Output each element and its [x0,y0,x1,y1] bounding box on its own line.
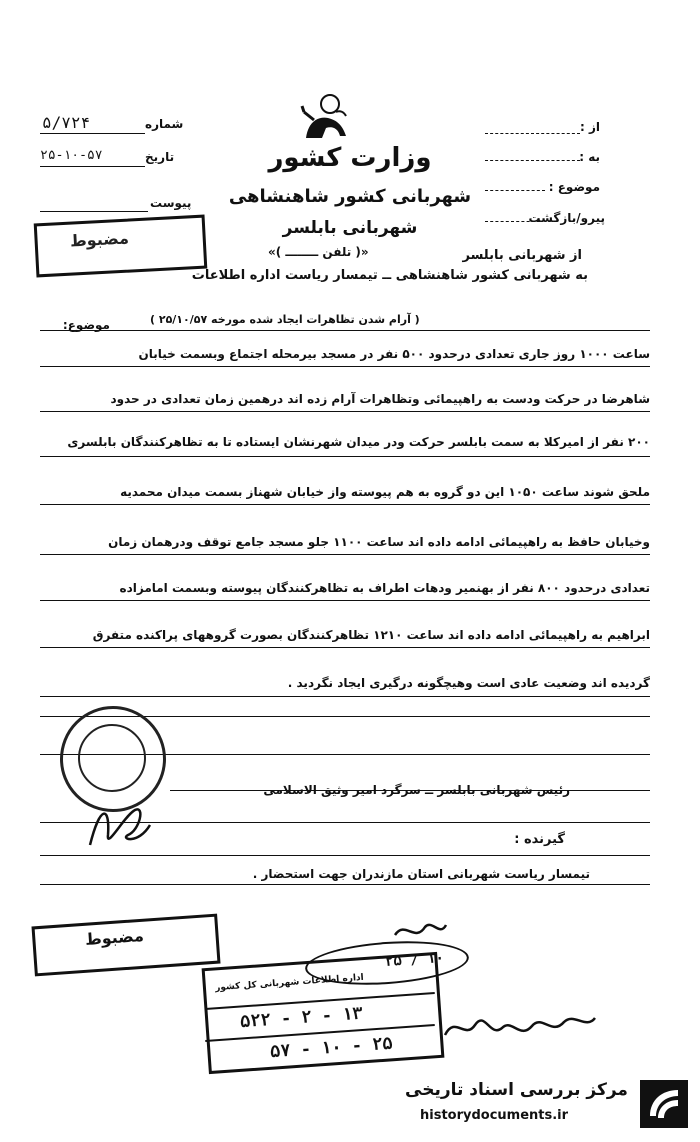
lion-sun-emblem-icon [296,92,356,144]
archive-stamp-text: مضبوط [69,228,130,251]
number-label: شماره [145,117,184,131]
sub-department-title: شهربانی بابلسر [282,218,418,238]
date-underline [40,166,145,167]
registration-stamp-caption: اداره اطلاعات شهربانی کل کشور [214,972,365,994]
signature-scribble-icon [80,795,160,855]
body-line: ابراهیم به راهپیمائی ادامه داده اند ساعت ۱۲۱۰ تظاهرکنندگان بصورت گروههای پراکنده متفرق [92,628,650,642]
number-value: ۵/۷۲۴ [42,113,91,132]
received-stamp-date: ۲۵ / ۱۰ [384,949,445,971]
ruled-line [40,696,650,697]
reference-line [485,221,540,222]
body-line: ساعت ۱۰۰۰ روز جاری تعدادی درحدود ۵۰۰ نفر در مسجد بیرمحله اجتماع وبسمت خیابان [138,347,650,361]
to-line [485,160,580,161]
registration-date: ۵۷ - ۱۰ - ۲۵ [269,1033,394,1063]
ministry-title: وزارت کشور [268,143,432,173]
ruled-line [40,504,650,505]
ruled-line [40,600,650,601]
recipient-line: به شهربانی کشور شاهنشاهی ــ تیمسار ریاست اداره اطلاعات [191,268,588,283]
attachment-label: پیوست [150,196,192,210]
number-underline [40,133,145,134]
official-seal-inner [78,724,146,792]
body-line: ۲۰۰ نفر از امیرکلا به سمت بابلسر حرکت ودر میدان شهرنشان ایستاده تا به تظاهرکنندگان بابلسری [67,435,650,449]
ruled-line [40,884,650,885]
body-line: وخیابان حافظ به راهپیمائی ادامه داده اند ساعت ۱۱۰۰ جلو مسجد جامع توقف ودرهمان زمان [108,535,650,549]
archive-center-title: مرکز بررسی اسناد تاریخی [405,1080,628,1100]
reference-label: پیرو/بازگشت [528,211,605,225]
from-label: از : [580,120,600,134]
sender-line: از شهربانی بابلسر [462,248,582,263]
attachment-underline [40,211,148,212]
from-line [485,133,580,134]
ruled-line [40,554,650,555]
phone-field: «( تلفن ــــــــ )» [268,245,369,259]
ruled-line [40,366,650,367]
department-title: شهربانی کشور شاهنشاهی [228,186,472,207]
ruled-line [40,411,650,412]
subject-header-line [485,190,545,191]
body-line: تعدادی درحدود ۸۰۰ نفر از بهنمیر ودهات اطراف به تظاهرکنندگان پیوسته وبسمت امامزاده [119,581,650,595]
body-line: گردیده اند وضعیت عادی است وهیچگونه درگیری ایجاد نگردید . [287,676,650,690]
date-value: ۲۵-۱۰-۵۷ [40,148,103,163]
archive-website-link[interactable]: historydocuments.ir [420,1108,569,1123]
subject-label: موضوع: [62,318,110,332]
handwritten-note-icon [440,1000,600,1050]
ruled-line [40,647,650,648]
archive-logo-icon [640,1080,688,1128]
cc-label: گیرنده : [514,832,565,847]
body-line: شاهرضا در حرکت ودست به راهپیمائی وتظاهرات آرام زده اند درهمین زمان تعدادی در حدود [110,392,650,406]
cc-text: تیمسار ریاست شهربانی استان مازندران جهت استحضار . [252,867,590,881]
subject-header-label: موضوع : [548,180,600,194]
ruled-line [40,855,650,856]
ruled-line [40,330,650,331]
subject-text: ( آرام شدن تظاهرات ایجاد شده مورخه ۲۵/۱۰/۵۷ ) [150,313,420,326]
body-line: ملحق شوند ساعت ۱۰۵۰ این دو گروه به هم پیوسته واز خیابان شهناز بسمت میدان محمدیه [120,485,650,499]
ruled-line [40,456,650,457]
to-label: به : [579,150,600,164]
archive-stamp-text-bottom: مضبوط [84,925,145,950]
registration-number: ۵۲۲ - ۲ - ۱۳ [239,1003,364,1033]
signatory-line: رئیس شهربانی بابلسر ــ سرگرد امیر وثیق الاسلامی [263,783,570,797]
date-label: تاریخ [145,150,175,164]
